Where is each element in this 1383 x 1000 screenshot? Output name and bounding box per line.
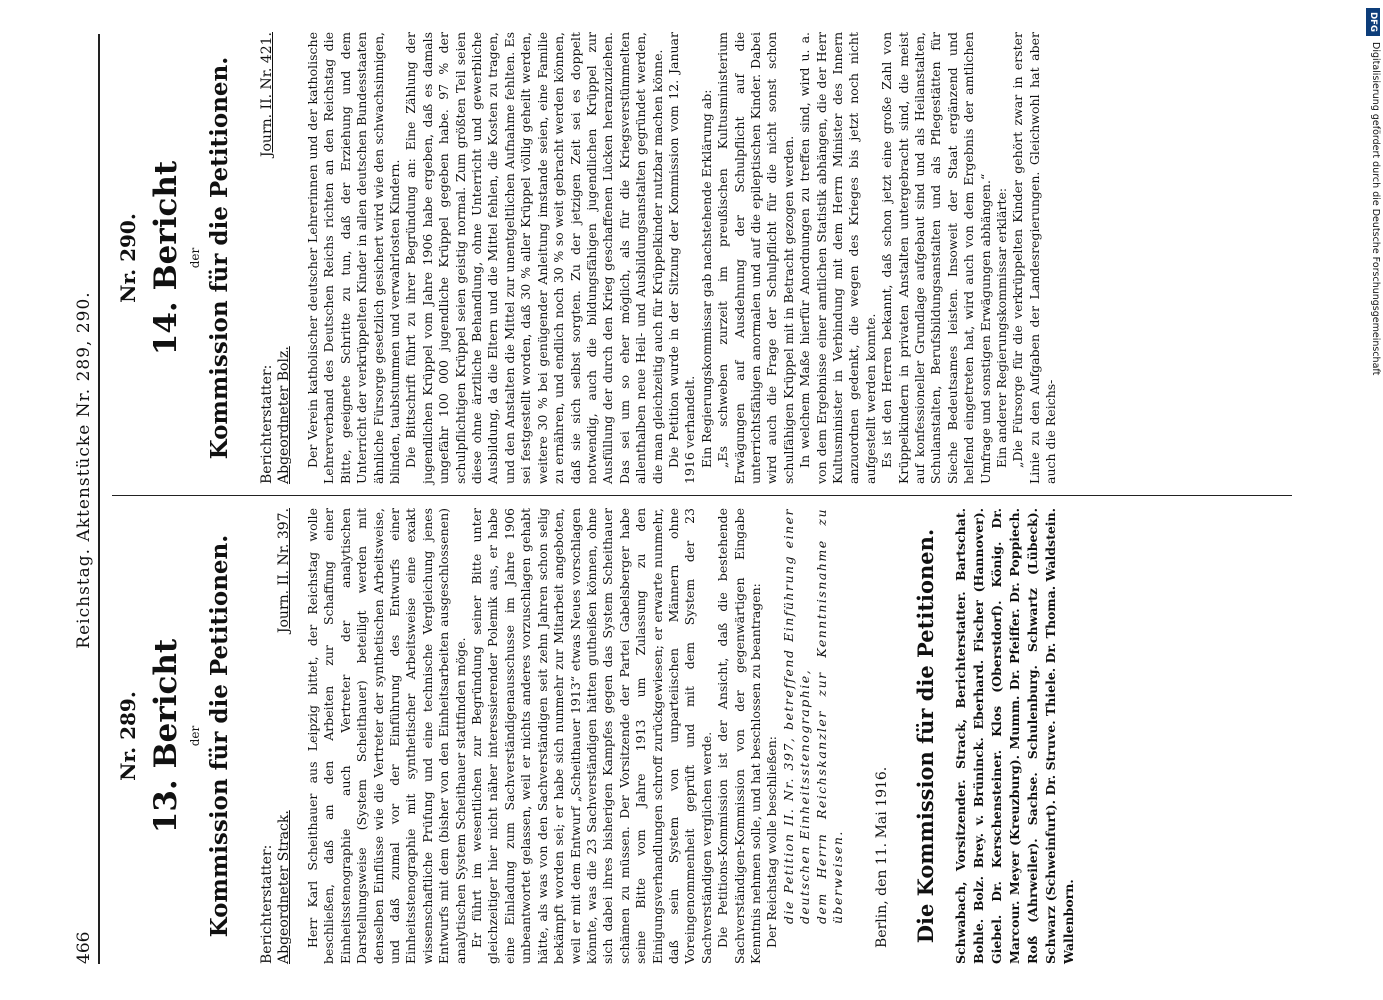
paragraph: „Es schweben zurzeit im preußischen Kultusministerium Erwägungen auf Ausdehnung der Schulpflicht auf die unterrichtsfähigen anormalen und auf die epileptischen Kinder. Dabei wird auch die Frage der Schulpflicht für die nicht sonst schon schulfähigen Krüppel mit in Betracht gezogen werden. [715, 32, 796, 484]
reporter-label: Berichterstatter: [259, 364, 275, 484]
page-number: 466 [74, 931, 94, 964]
report-date: Berlin, den 11. Mai 1916. [874, 766, 891, 948]
paragraph: Der Verein katholischer deutscher Lehrerinnen und der katholische Lehrerverband des Deutschen Reichs richten an den Reichstag die Bitte, geeignete Schritte zu tun, daß der Erziehung und dem Unterricht der verkrüppelten Kinder in allen deutschen Bundesstaaten ähnliche Fürsorge gesetzlich gesichert wird wie den schwachsinnigen, blinden, taubstummen und verwahrlosten Kindern. [305, 32, 403, 484]
digitization-note: Digitalisierung gefördert durch die Deutsche Forschungsgemeinschaft [1370, 42, 1381, 376]
report-body [305, 508, 846, 964]
paragraph: Herr Karl Scheithauer aus Leipzig bittet, der Reichstag wolle beschließen, daß an den Arbeiten zur Schaffung einer Einheitsstenographie auch Vertreter der analytischen Darstellungsweise (System Scheithauer) beteiligt werden mit denselben Einflüsse wie die Vertreter der synthetischen Arbeitsweise, und daß zumal vor der Einführung des Entwurfs einer Einheitsstenographie mit synthetischer Arbeitsweise eine exakt wissenschaftliche Prüfung und eine technische Vergleichung jenes Entwurfs mit dem (bisher von den Einheitsarbeiten ausgeschlossenen) analytischen System Scheithauer stattfinden möge. [305, 508, 468, 964]
report-title: 13. Bericht [148, 638, 184, 834]
report-number: Nr. 290. [116, 213, 140, 303]
paragraph: Die Petitions-Kommission ist der Ansicht, daß die bestehende Sachverständigen-Kommission von der gegenwärtigen Eingabe Kenntnis nehmen solle, und hat beschlossen zu beantragen: [715, 508, 763, 964]
paragraph: Es ist den Herren bekannt, daß schon jetzt eine große Zahl von Krüppelkindern in privaten Anstalten untergebracht sind, die meist auf konfessioneller Grundlage aufgebaut sind und als Heilanstalten, Schulanstalten, Berufsbildungsanstalten und als Pflegestätten für Sieche Bedeutsames leisten. Insoweit der Staat ergänzend und helfend eingetreten hat, wird auch von dem Ergebnis der amtlichen Umfrage und sonstigen Erwägungen abhängen.“ [879, 32, 993, 484]
paragraph: „Die Fürsorge für die verkrüppelten Kinder gehört zwar in erster Linie zu den Aufgaben der Landesregierungen. Gleichwohl hat aber auch die Reichs- [1010, 32, 1059, 484]
report-meta [259, 32, 295, 484]
header-rule [98, 34, 100, 964]
resolution-text: die Petition II. Nr. 397, betreffend Einführung einer deutschen Einheitsstenographie, [780, 508, 813, 924]
paragraph: Die Petition wurde in der Sitzung der Kommission vom 12. Januar 1916 verhandelt. [665, 32, 698, 484]
commission-title: Die Kommission für die Petitionen. [913, 528, 939, 944]
report-290 [110, 32, 1060, 484]
report-289 [110, 508, 1078, 964]
report-der: der [188, 725, 202, 747]
report-body [305, 32, 1060, 484]
resolution-text-2: dem Herrn Reichskanzler zur Kenntnisnahme zu überweisen. [813, 508, 845, 924]
report-title: 14. Bericht [148, 160, 184, 356]
paragraph: In welchem Maße hierfür Anordnungen zu treffen sind, wird u. a. von dem Ergebnisse einer amtlichen Statistik abhängen, die der Herr Kultusminister in Verbindung mit dem Herrn Minister des Innern anzuordnen gedenkt, die wegen des Krieges bis jetzt noch nicht aufgestellt werden konnte. [797, 32, 878, 484]
dfg-logo-text: DFG [1368, 12, 1378, 32]
paragraph: Ein anderer Regierungskommissar erklärte: [994, 187, 1010, 468]
journal-number: Journ. II. Nr. 397. [276, 508, 292, 634]
report-subtitle: Kommission für die Petitionen. [206, 56, 233, 460]
report-number: Nr. 289. [116, 691, 140, 781]
running-title: Reichstag. Aktenstücke Nr. 289, 290. [74, 291, 94, 649]
paragraph: Er führt im wesentlichen zur Begründung seiner Bitte unter gleichzeitiger hier nicht näher interessierender Polemik aus, er habe eine Einladung zum Sachverständigenausschusse im Jahre 1906 unbeantwortet gelassen, weil er nichts anderes vorzuschlagen gehabt hätte, als was von den Sachverständigen seit zehn Jahren schon selig bekämpft worden sei; er habe sich nunmehr zur Mitarbeit angeboten, weil er mit dem Entwurf „Scheithauer 1913“ etwas Neues vorschlagen könnte, was die 23 Sachverständigen hätten gutheißen können, ohne sich dabei ihres bisherigen Kampfes gegen das System Scheithauer schämen zu müssen. Der Vorsitzende der Partei Gabelsberger habe seine Bitte vom Jahre 1913 um Zulassung zu den Einigungsverhandlungen schroff zurückgewiesen; er erwarte nunmehr, daß sein System von unparteiischen Männern ohne Voreingenommenheit geprüft und mit dem System der 23 Sachverständigen verglichen werde. [469, 508, 714, 964]
report-meta [259, 508, 295, 964]
reporter-label: Berichterstatter: [259, 844, 275, 964]
report-der: der [188, 247, 202, 269]
paragraph: Die Bittschrift führt zu ihrer Begründung an: Eine Zählung der jugendlichen Krüppel vom Jahre 1906 habe ergeben, daß es damals ungefähr 100 000 jugendliche Krüppel gegeben habe. 97 % der schulpflichtigen Krüppel seien geistig normal. Zum größten Teil seien diese ohne ärztliche Behandlung, ohne Unterricht und gewerbliche Ausbildung, da die Eltern und die Mittel fehlen, die Kosten zu tragen, und den Anstalten die Mittel zur unentgeltlichen Aufnahme fehlten. Es sei festgestellt worden, daß 30 % aller Krüppel völlig geheilt werden, weitere 30 % bei genügender Anleitung imstande seien, eine Familie zu ernähren, und endlich noch 30 % so weit gebracht werden können, daß sie sich selbst sorgten. Zu der jetzigen Zeit sei es doppelt notwendig, auch die bildungsfähigen jugendlichen Krüppel zur Ausfüllung der durch den Krieg geschaffenen Lücken heranzuziehen. Das sei um so eher möglich, als für die Kriegsverstümmelten allenthalben neue Heil- und Ausbildungsanstalten gegründet werden, die man gleichzeitig auch für Krüppelkinder nutzbar machen könne. [403, 32, 665, 484]
reporter-name: Abgeordneter Strack. [276, 810, 292, 964]
column-divider [112, 495, 1292, 496]
resolution-intro: Der Reichstag wolle beschließen: [764, 736, 780, 948]
reporter-name: Abgeordneter Bolz. [276, 346, 292, 484]
signatories: Schwabach, Vorsitzender. Strack, Berichterstatter. Bartschat. Bohle. Bolz. Brey. v. Brüninck. Eberhard. Fischer (Hannover). Giebel. Dr. Kerschensteiner. Klos (Oberstdorf). König. Dr. Marcour. Meyer (Kreuzburg). Mumm. Dr. Pfeiffer. Dr. Poppiech. Roß (Ahrweiler). Sachse. Schulenburg. Schwartz (Lübeck). Schwarz (Schweinfurt). Dr. Struve. Thiele. Dr. Thoma. Waldstein. Wallenborn. [953, 508, 1077, 964]
paragraph: Ein Regierungskommissar gab nachstehende Erklärung ab: [698, 89, 714, 468]
journal-number: Journ. II. Nr. 421. [259, 32, 275, 158]
report-subtitle: Kommission für die Petitionen. [206, 534, 233, 938]
